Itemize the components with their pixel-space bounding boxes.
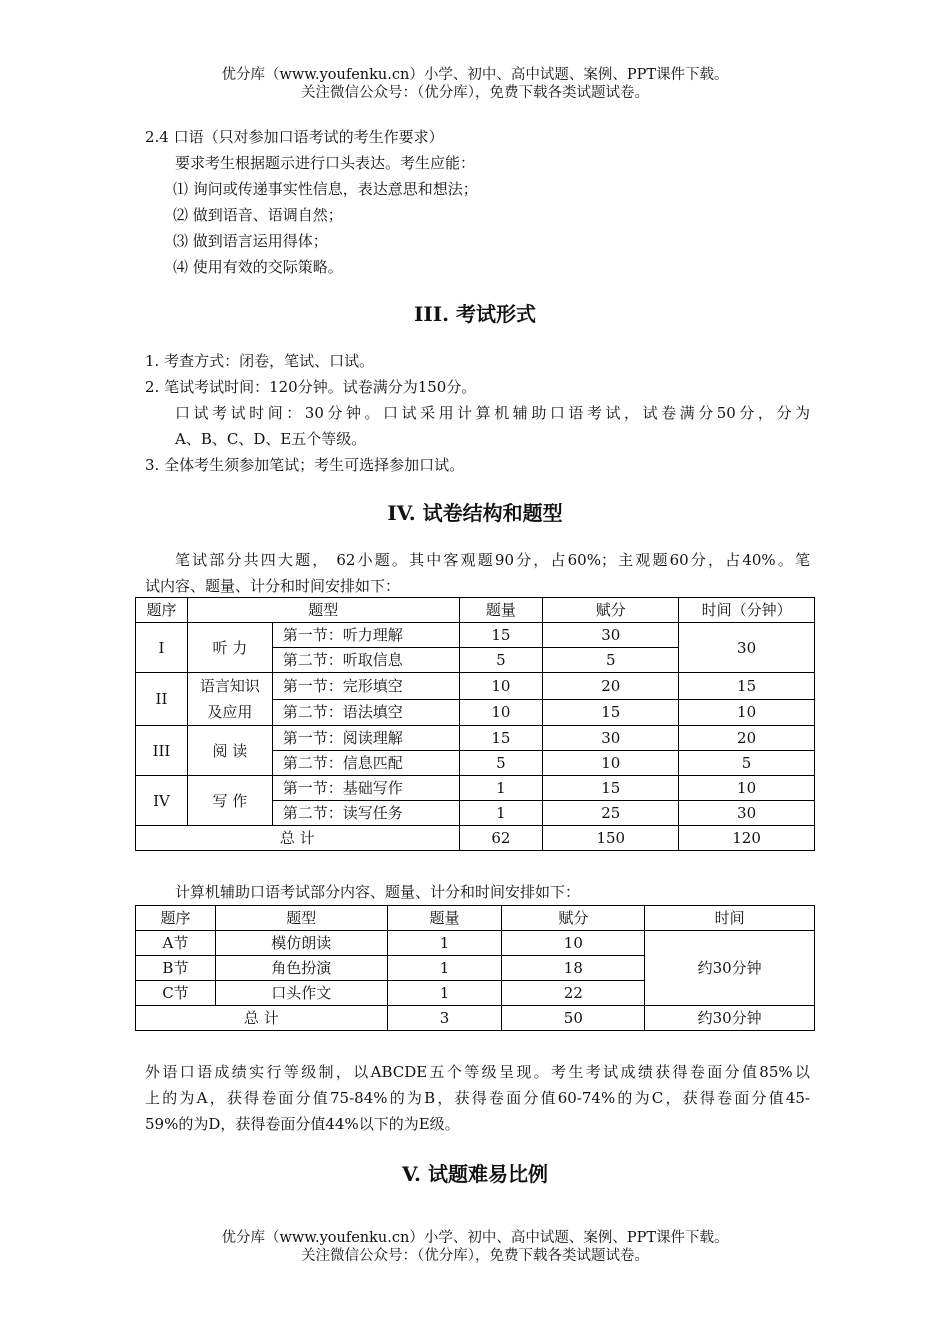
col-header: 题量 xyxy=(387,906,502,931)
part-name: 第二节：读写任务 xyxy=(272,801,459,826)
oral-section-type: 口头作文 xyxy=(215,981,387,1006)
part-qty: 15 xyxy=(459,623,543,648)
section-name: 写 作 xyxy=(187,776,272,826)
col-header: 题序 xyxy=(136,598,188,623)
oral-section-type: 角色扮演 xyxy=(215,956,387,981)
table-row xyxy=(136,673,815,700)
part-time: 10 xyxy=(679,699,815,726)
col-header: 题型 xyxy=(187,598,459,623)
col-header: 题型 xyxy=(215,906,387,931)
format-item-2-oral: 口试考试时间：30分钟。口试采用计算机辅助口语考试，试卷满分50分，分为 xyxy=(175,404,810,422)
format-item-3: 3. 全体考生须参加笔试；考生可选择参加口试。 xyxy=(145,456,465,474)
header-line-1: 优分库（www.youfenku.cn）小学、初中、高中试题、案例、PPT课件下载。 xyxy=(221,67,729,83)
part-score: 25 xyxy=(543,801,679,826)
exam-format xyxy=(145,348,810,478)
part-name: 第一节：听力理解 xyxy=(272,623,459,648)
col-header: 赋分 xyxy=(543,598,679,623)
part-name: 第一节：阅读理解 xyxy=(272,726,459,751)
col-header: 赋分 xyxy=(502,906,645,931)
section-5-title: V. 试题难易比例 xyxy=(402,1162,548,1186)
section-name: 听 力 xyxy=(187,623,272,673)
part-qty: 10 xyxy=(459,699,543,726)
oral-section-number: A节 xyxy=(136,931,216,956)
part-score: 30 xyxy=(543,726,679,751)
total-score: 150 xyxy=(543,826,679,851)
oral-exam-table xyxy=(135,905,815,1031)
grading-line-2: 上的为A，获得卷面分值75-84%的为B，获得卷面分值60-74%的为C，获得卷面分值45- xyxy=(145,1089,810,1107)
oral-section-type: 模仿朗读 xyxy=(215,931,387,956)
oral-section-number: B节 xyxy=(136,956,216,981)
page-footer xyxy=(0,1229,950,1265)
part-score: 15 xyxy=(543,699,679,726)
table-total-row xyxy=(136,1006,815,1031)
col-header: 题序 xyxy=(136,906,216,931)
part-time: 15 xyxy=(679,673,815,700)
section-number: III xyxy=(136,726,188,776)
oral-section-score: 18 xyxy=(502,956,645,981)
oral-exam-intro xyxy=(145,879,810,905)
total-label: 总 计 xyxy=(136,826,460,851)
total-label: 总 计 xyxy=(136,1006,388,1031)
oral-heading: 2.4 口语（只对参加口语考试的考生作要求） xyxy=(145,128,444,146)
section-name xyxy=(187,673,272,726)
part-name: 第二节：语法填空 xyxy=(272,699,459,726)
section-number: I xyxy=(136,623,188,673)
written-intro xyxy=(145,547,810,599)
part-qty: 10 xyxy=(459,673,543,700)
oral-item-2: ⑵ 做到语音、语调自然； xyxy=(173,206,343,224)
table-total-row xyxy=(136,826,815,851)
table-header-row xyxy=(136,598,815,623)
section-4-title: IV. 试卷结构和题型 xyxy=(387,501,563,525)
total-qty: 62 xyxy=(459,826,543,851)
part-score: 30 xyxy=(543,623,679,648)
oral-item-4: ⑷ 使用有效的交际策略。 xyxy=(173,258,343,276)
col-header: 时间（分钟） xyxy=(679,598,815,623)
grading-paragraph xyxy=(145,1059,810,1137)
oral-section-qty: 1 xyxy=(387,931,502,956)
part-name: 第一节：完形填空 xyxy=(272,673,459,700)
table-row xyxy=(136,776,815,801)
section-3-title: III. 考试形式 xyxy=(414,302,536,326)
oral-time: 约30分钟 xyxy=(645,931,815,1006)
oral-section-score: 10 xyxy=(502,931,645,956)
part-time: 30 xyxy=(679,623,815,673)
part-qty: 5 xyxy=(459,751,543,776)
part-time: 30 xyxy=(679,801,815,826)
part-score: 10 xyxy=(543,751,679,776)
oral-exam-intro-text: 计算机辅助口语考试部分内容、题量、计分和时间安排如下： xyxy=(175,883,581,901)
oral-requirements xyxy=(145,124,810,280)
part-time: 10 xyxy=(679,776,815,801)
written-intro-line-1: 笔试部分共四大题， 62小题。其中客观题90分，占60%；主观题60分，占40%。笔 xyxy=(175,551,810,569)
footer-line-1: 优分库（www.youfenku.cn）小学、初中、高中试题、案例、PPT课件下载。 xyxy=(221,1230,729,1246)
oral-item-3: ⑶ 做到语言运用得体； xyxy=(173,232,328,250)
format-item-1: 1. 考查方式：闭卷，笔试、口试。 xyxy=(145,352,375,370)
part-qty: 15 xyxy=(459,726,543,751)
format-item-2: 2. 笔试考试时间：120分钟。试卷满分为150分。 xyxy=(145,378,477,396)
part-name: 第二节：信息匹配 xyxy=(272,751,459,776)
footer-line-2: 关注微信公众号：（优分库），免费下载各类试题试卷。 xyxy=(301,1248,649,1264)
header-line-2: 关注微信公众号：（优分库），免费下载各类试题试卷。 xyxy=(301,85,649,101)
grading-line-1: 外语口语成绩实行等级制，以ABCDE五个等级呈现。考生考试成绩获得卷面分值85%以 xyxy=(145,1063,810,1081)
part-qty: 1 xyxy=(459,776,543,801)
part-name: 第一节：基础写作 xyxy=(272,776,459,801)
col-header: 题量 xyxy=(459,598,543,623)
grading-line-3: 59%的为D，获得卷面分值44%以下的为E级。 xyxy=(145,1115,460,1133)
oral-intro: 要求考生根据题示进行口头表达。考生应能： xyxy=(175,154,476,172)
part-score: 20 xyxy=(543,673,679,700)
written-intro-line-2: 试内容、题量、计分和时间安排如下： xyxy=(145,577,401,595)
part-name: 第二节：听取信息 xyxy=(272,648,459,673)
format-item-2-oral-cont: A、B、C、D、E五个等级。 xyxy=(175,430,367,448)
total-score: 50 xyxy=(502,1006,645,1031)
part-score: 15 xyxy=(543,776,679,801)
part-score: 5 xyxy=(543,648,679,673)
part-qty: 1 xyxy=(459,801,543,826)
page-header xyxy=(0,66,950,102)
part-time: 5 xyxy=(679,751,815,776)
col-header: 时间 xyxy=(645,906,815,931)
section-number: IV xyxy=(136,776,188,826)
table-header-row xyxy=(136,906,815,931)
part-qty: 5 xyxy=(459,648,543,673)
part-time: 20 xyxy=(679,726,815,751)
section-number: II xyxy=(136,673,188,726)
table-row xyxy=(136,931,815,956)
table-row xyxy=(136,726,815,751)
total-time: 约30分钟 xyxy=(645,1006,815,1031)
written-exam-table xyxy=(135,597,815,851)
section-name: 阅 读 xyxy=(187,726,272,776)
oral-section-number: C节 xyxy=(136,981,216,1006)
total-qty: 3 xyxy=(387,1006,502,1031)
section-name-line-1: 语言知识 xyxy=(199,677,260,695)
table-row xyxy=(136,623,815,648)
section-name-line-2: 及应用 xyxy=(207,703,253,721)
oral-item-1: ⑴ 询问或传递事实性信息，表达意思和想法； xyxy=(173,180,478,198)
total-time: 120 xyxy=(679,826,815,851)
oral-section-score: 22 xyxy=(502,981,645,1006)
oral-section-qty: 1 xyxy=(387,981,502,1006)
oral-section-qty: 1 xyxy=(387,956,502,981)
